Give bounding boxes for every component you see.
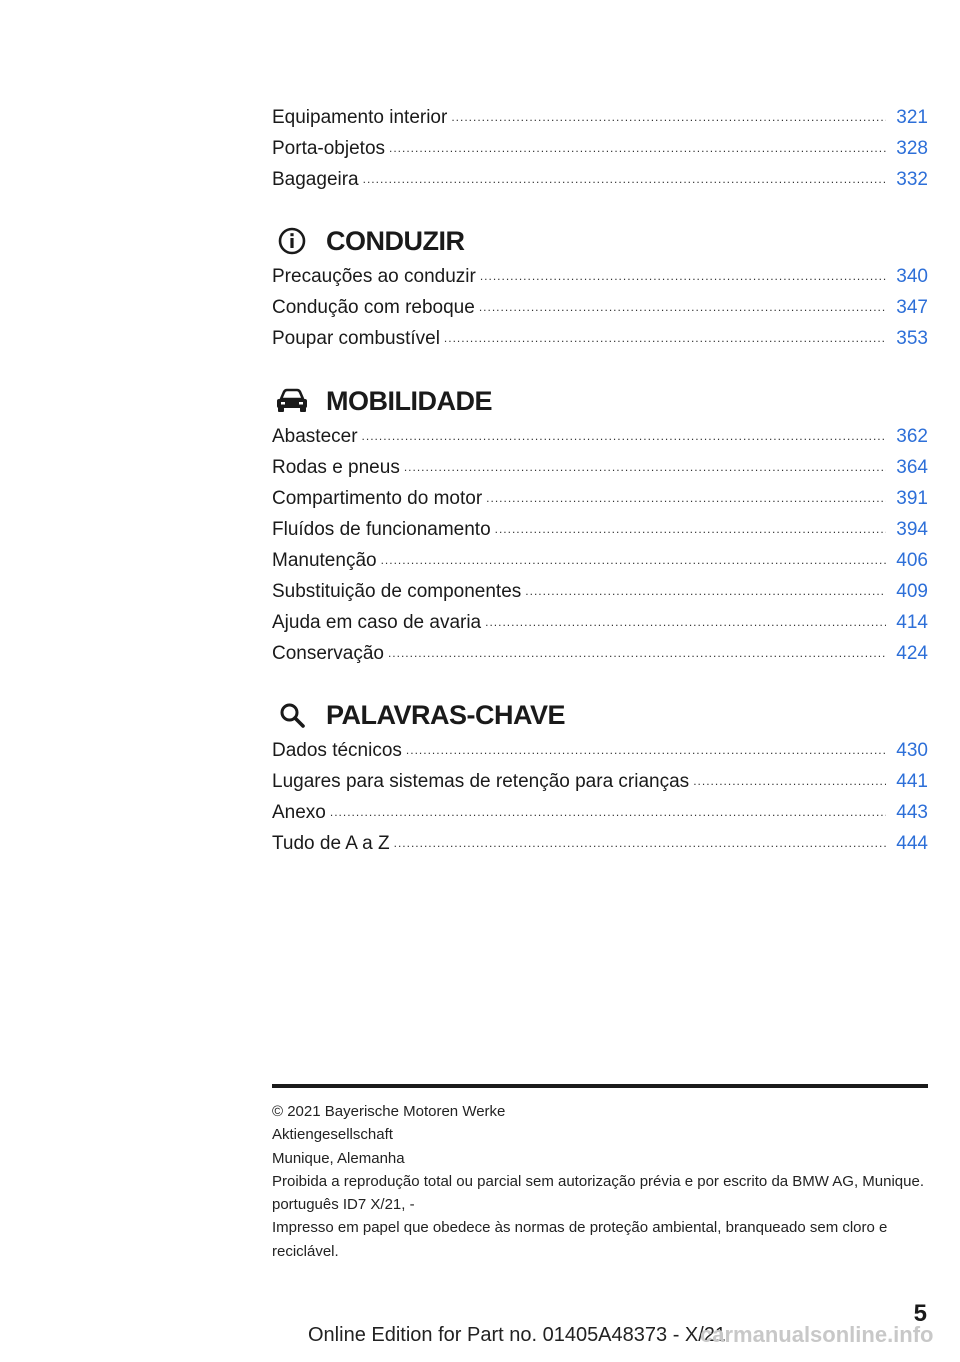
toc-entry[interactable]: [272, 797, 928, 828]
info-icon: [272, 221, 312, 261]
toc-entry[interactable]: [272, 323, 928, 354]
toc-entry-page[interactable]: 347: [896, 297, 928, 318]
toc-entry-label: Manutenção: [272, 550, 377, 571]
toc-entry-page[interactable]: 362: [896, 426, 928, 447]
toc-entry[interactable]: [272, 576, 928, 607]
section-heading-conduzir: [272, 221, 465, 261]
online-edition-footer: Online Edition for Part no. 01405A48373 - X/21: [308, 1324, 727, 1346]
toc-entry[interactable]: [272, 828, 928, 859]
dot-leader: [486, 483, 886, 514]
section-heading-mobilidade: [272, 381, 492, 421]
dot-leader: [495, 514, 886, 545]
dot-leader: [394, 828, 886, 859]
dot-leader: [406, 735, 886, 766]
toc-entry-label: Abastecer: [272, 426, 358, 447]
toc-entry-label: Precauções ao conduzir: [272, 266, 476, 287]
toc-entry[interactable]: [272, 261, 928, 292]
toc-entry[interactable]: [272, 164, 928, 195]
watermark: carmanualsonline.info: [700, 1322, 934, 1347]
toc-entry-label: Equipamento interior: [272, 107, 448, 128]
toc-entry[interactable]: [272, 545, 928, 576]
toc-top: [272, 102, 928, 195]
toc-entry-page[interactable]: 353: [896, 328, 928, 349]
toc-entry-label: Ajuda em caso de avaria: [272, 612, 482, 633]
toc-entry-page[interactable]: 430: [896, 740, 928, 761]
dot-leader: [693, 766, 886, 797]
imprint-city: Munique, Alemanha: [272, 1149, 405, 1167]
toc-entry[interactable]: [272, 102, 928, 133]
dot-leader: [480, 261, 886, 292]
toc-entry-page[interactable]: 409: [896, 581, 928, 602]
toc-entry[interactable]: [272, 766, 928, 797]
section-heading-palavras-chave: [272, 695, 565, 735]
imprint-edition-code: português ID7 X/21, -: [272, 1196, 415, 1214]
toc-entry-label: Fluídos de funcionamento: [272, 519, 491, 540]
toc-entry[interactable]: [272, 133, 928, 164]
dot-leader: [381, 545, 886, 576]
toc-entry-label: Conservação: [272, 643, 384, 664]
toc-section-palavras-chave: [272, 735, 928, 859]
toc-entry-label: Poupar combustível: [272, 328, 440, 349]
toc-entry-label: Bagageira: [272, 169, 359, 190]
toc-entry-page[interactable]: 364: [896, 457, 928, 478]
toc-entry[interactable]: [272, 292, 928, 323]
toc-entry-page[interactable]: 394: [896, 519, 928, 540]
toc-entry-page[interactable]: 414: [896, 612, 928, 633]
car-icon: [272, 381, 312, 421]
dot-leader: [444, 323, 886, 354]
toc-entry-label: Substituição de componentes: [272, 581, 522, 602]
imprint: [272, 1100, 928, 1263]
toc-section-conduzir: [272, 261, 928, 354]
toc-entry-label: Tudo de A a Z: [272, 833, 390, 854]
page-number: 5: [913, 1300, 927, 1327]
toc-entry-label: Rodas e pneus: [272, 457, 400, 478]
toc-entry[interactable]: [272, 638, 928, 669]
toc-entry-label: Anexo: [272, 802, 326, 823]
toc-entry-label: Dados técnicos: [272, 740, 402, 761]
imprint-rights: Proibida a reprodução total ou parcial sem autorização prévia e por escrito da BMW AG, Munique.: [272, 1172, 925, 1190]
toc-entry-page[interactable]: 332: [896, 169, 928, 190]
toc-entry-label: Lugares para sistemas de retenção para crianças: [272, 771, 690, 792]
dot-leader: [451, 102, 886, 133]
toc-entry[interactable]: [272, 452, 928, 483]
section-title: MOBILIDADE: [326, 385, 492, 416]
toc-entry-page[interactable]: 321: [896, 107, 928, 128]
toc-entry-page[interactable]: 391: [896, 488, 928, 509]
imprint-company: Aktiengesellschaft: [272, 1126, 393, 1144]
dot-leader: [363, 164, 886, 195]
toc-entry-page[interactable]: 328: [896, 138, 928, 159]
toc-section-mobilidade: [272, 421, 928, 669]
dot-leader: [525, 576, 886, 607]
toc-entry[interactable]: [272, 421, 928, 452]
toc-entry-page[interactable]: 443: [896, 802, 928, 823]
dot-leader: [479, 292, 886, 323]
dot-leader: [389, 133, 886, 164]
toc-entry-page[interactable]: 340: [896, 266, 928, 287]
toc-entry[interactable]: [272, 607, 928, 638]
toc-entry-label: Porta-objetos: [272, 138, 386, 159]
dot-leader: [485, 607, 886, 638]
toc-entry-page[interactable]: 406: [896, 550, 928, 571]
toc-entry[interactable]: [272, 483, 928, 514]
toc-entry-label: Compartimento do motor: [272, 488, 483, 509]
toc-entry[interactable]: [272, 735, 928, 766]
dot-leader: [388, 638, 886, 669]
section-title: PALAVRAS-CHAVE: [326, 699, 566, 730]
dot-leader: [330, 797, 886, 828]
search-icon: [272, 695, 312, 735]
section-title: CONDUZIR: [326, 225, 465, 256]
imprint-copyright: © 2021 Bayerische Motoren Werke: [272, 1103, 506, 1120]
toc-entry-page[interactable]: 444: [896, 833, 928, 854]
dot-leader: [362, 421, 886, 452]
toc-entry[interactable]: [272, 514, 928, 545]
toc-entry-label: Condução com reboque: [272, 297, 475, 318]
toc-entry-page[interactable]: 441: [896, 771, 928, 792]
toc-entry-page[interactable]: 424: [896, 643, 928, 664]
dot-leader: [404, 452, 886, 483]
imprint-paper: Impresso em papel que obedece às normas de proteção ambiental, branqueado sem cloro e reciclável.: [272, 1219, 888, 1260]
footer-divider: [272, 1084, 928, 1088]
